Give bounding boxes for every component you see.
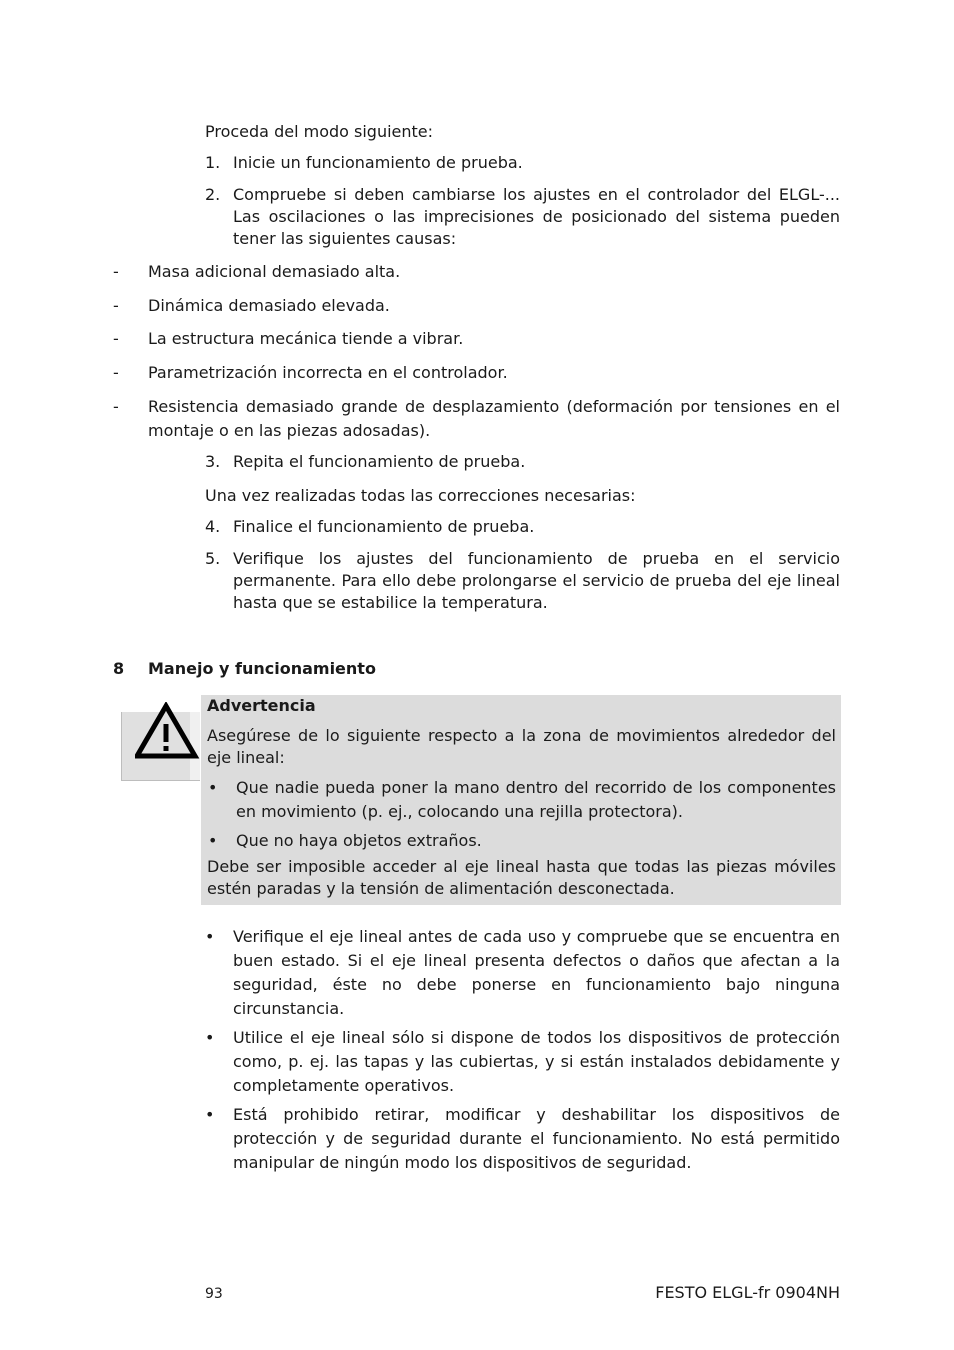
warning-triangle-icon: [135, 702, 201, 760]
warning-bullet: Que no haya objetos extraños.: [236, 831, 482, 850]
bullet-marker: •: [205, 927, 215, 946]
dash-marker: -: [113, 296, 119, 315]
document-id: FESTO ELGL-fr 0904NH: [655, 1283, 840, 1302]
warning-bullet: Que nadie pueda poner la mano dentro del recorrido de los componentes en movimiento (p. ej., colocando una rejilla protectora).: [236, 778, 836, 821]
cause-item: Parametrización incorrecta en el controlador.: [148, 363, 508, 382]
cause-item: Masa adicional demasiado alta.: [148, 262, 401, 281]
cause-item: La estructura mecánica tiende a vibrar.: [148, 329, 464, 348]
step-text: Repita el funcionamiento de prueba.: [233, 452, 526, 471]
warning-intro: Asegúrese de lo siguiente respecto a la zona de movimientos alrededor del eje lineal:: [207, 726, 836, 767]
step-number: 2.: [205, 185, 221, 204]
page-number: 93: [205, 1286, 223, 1302]
warning-icon-box: [121, 712, 200, 781]
bullet-marker: •: [205, 1105, 215, 1124]
cause-item: Dinámica demasiado elevada.: [148, 296, 390, 315]
warning-closing: Debe ser imposible acceder al eje lineal hasta que todas las piezas móviles estén paradas y la tensión de alimentación desconectada.: [207, 857, 836, 898]
bullet-item: Está prohibido retirar, modificar y deshabilitar los dispositivos de protección y de seguridad durante el funcionamiento. No está permitido manipular de ningún modo los dispositivos de seguridad.: [233, 1105, 840, 1172]
bullet-marker: •: [208, 778, 218, 797]
bullet-marker: •: [208, 831, 218, 850]
dash-marker: -: [113, 262, 119, 281]
step-number: 5.: [205, 549, 221, 568]
step-number: 3.: [205, 452, 221, 471]
step-number: 4.: [205, 517, 221, 536]
section-number: 8: [113, 659, 125, 678]
dash-marker: -: [113, 363, 119, 382]
bullet-item: Verifique el eje lineal antes de cada uso y compruebe que se encuentra en buen estado. Si el eje lineal presenta defectos o daños que afectan a la seguridad, éste no debe ponerse en funcionamiento bajo ninguna circunstancia.: [233, 927, 840, 1018]
bullet-marker: •: [205, 1028, 215, 1047]
dash-marker: -: [113, 397, 119, 416]
after-corrections-text: Una vez realizadas todas las correcciones necesarias:: [205, 486, 636, 505]
step-text: Verifique los ajustes del funcionamiento de prueba en el servicio permanente. Para ello debe prolongarse el servicio de prueba del eje lineal hasta que se estabilice la temperatura.: [233, 549, 840, 612]
warning-title: Advertencia: [207, 696, 316, 715]
step-text: Inicie un funcionamiento de prueba.: [233, 153, 523, 172]
bullet-item: Utilice el eje lineal sólo si dispone de todos los dispositivos de protección como, p. ej. las tapas y las cubiertas, y si están instalados debidamente y completamente operativos.: [233, 1028, 840, 1095]
step-text: Compruebe si deben cambiarse los ajustes en el controlador del ELGL-... Las oscilaciones o las imprecisiones de posicionado del sistema pueden tener las siguientes causas:: [233, 185, 840, 248]
step-number: 1.: [205, 153, 221, 172]
intro-text: Proceda del modo siguiente:: [205, 122, 434, 141]
dash-marker: -: [113, 329, 119, 348]
cause-item: Resistencia demasiado grande de desplazamiento (deformación por tensiones en el montaje o en las piezas adosadas).: [148, 397, 840, 440]
section-title: Manejo y funcionamiento: [148, 659, 376, 678]
step-text: Finalice el funcionamiento de prueba.: [233, 517, 535, 536]
